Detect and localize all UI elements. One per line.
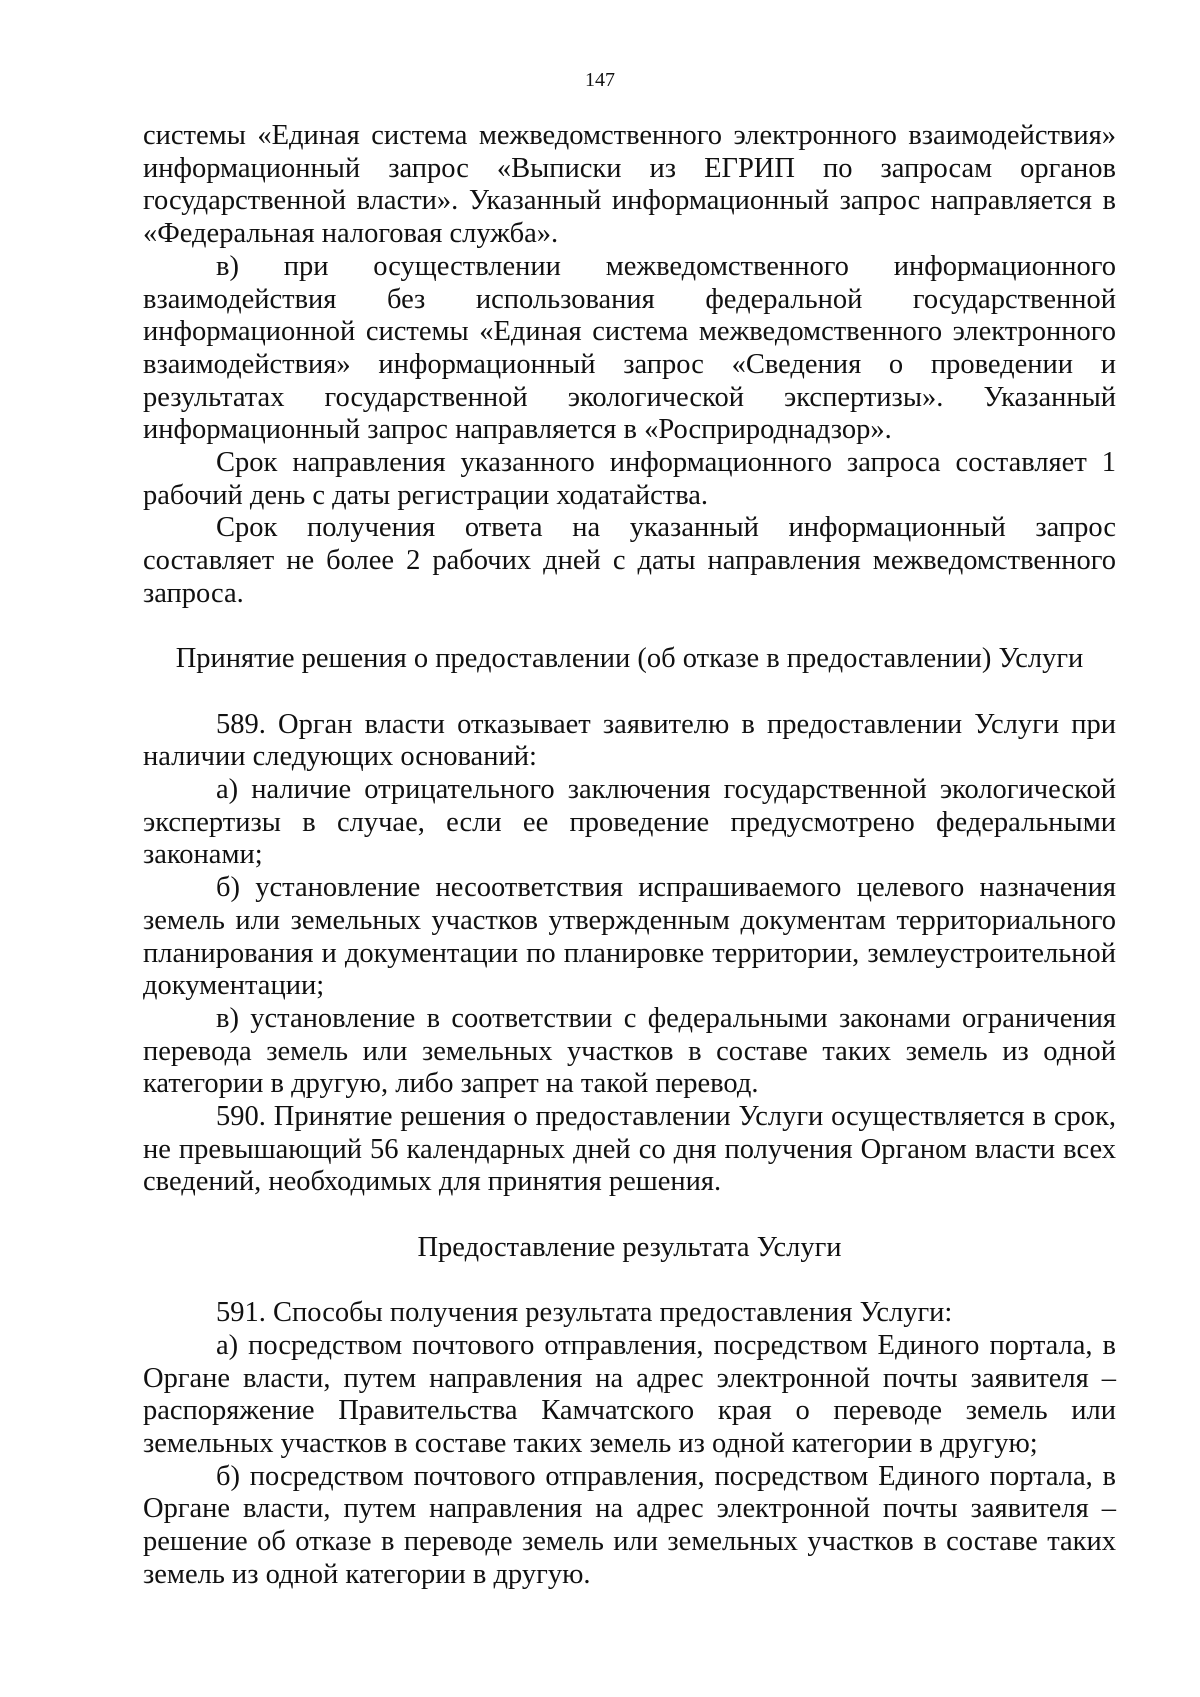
paragraph-589-a: а) наличие отрицательного заключения государственной экологической экспертизы в случае, если ее проведение предусмотрено федеральными законами; (143, 774, 1116, 871)
section-heading-decision: Принятие решения о предоставлении (об отказе в предоставлении) Услуги (175, 643, 1084, 675)
spacer (143, 1199, 1116, 1232)
paragraph-continuation: системы «Единая система межведомственного электронного взаимодействия» информационный запрос «Выписки из ЕГРИП по запросам органов государственной власти». Указанный информационный запрос направляется в «Федеральная налоговая служба». (143, 120, 1116, 250)
paragraph-589-b: б) установление несоответствия испрашиваемого целевого назначения земель или земельных участков утвержденным документам территориального планирования и документации по планировке территории, землеустроительной документации; (143, 872, 1116, 1002)
paragraph-591-a: а) посредством почтового отправления, посредством Единого портала, в Органе власти, путем направления на адрес электронной почты заявителя – распоряжение Правительства Камчатского края о переводе земель или земельных участков в составе таких земель из одной категории в другую; (143, 1329, 1116, 1460)
page-number: 147 (585, 69, 615, 91)
paragraph-item-v: в) при осуществлении межведомственного информационного взаимодействия без использования федеральной государственной информационной системы «Единая система межведомственного электронного взаимодействия» информационный запрос «Сведения о проведении и результатах государственной экологической экспертизы». Указанный информационный запрос направляется в «Росприроднадзор». (143, 250, 1116, 446)
paragraph-589-v: в) установление в соответствии с федеральными законами ограничения перевода земель или земельных участков в составе таких земель из одной категории в другую, либо запрет на такой перевод. (143, 1002, 1116, 1100)
paragraph-response-deadline: Срок получения ответа на указанный информационный запрос составляет не более 2 рабочих дней с даты направления межведомственного запроса. (143, 512, 1116, 609)
spacer (143, 611, 1116, 644)
paragraph-590: 590. Принятие решения о предоставлении Услуги осуществляется в срок, не превышающий 56 календарных дней со дня получения Органом власти всех сведений, необходимых для принятия решения. (143, 1101, 1116, 1198)
section-heading-result: Предоставление результата Услуги (417, 1231, 842, 1263)
document-body (143, 120, 1116, 1592)
spacer (143, 676, 1116, 709)
paragraph-request-deadline: Срок направления указанного информационного запроса составляет 1 рабочий день с даты регистрации ходатайства. (143, 447, 1116, 511)
paragraph-589: 589. Орган власти отказывает заявителю в предоставлении Услуги при наличии следующих оснований: (143, 708, 1116, 773)
paragraph-591-b: б) посредством почтового отправления, посредством Единого портала, в Органе власти, путем направления на адрес электронной почты заявителя – решение об отказе в переводе земель или земельных участков в составе таких земель из одной категории в другую. (143, 1460, 1116, 1590)
paragraph-591: 591. Способы получения результата предоставления Услуги: (216, 1297, 953, 1329)
spacer (143, 1265, 1116, 1298)
